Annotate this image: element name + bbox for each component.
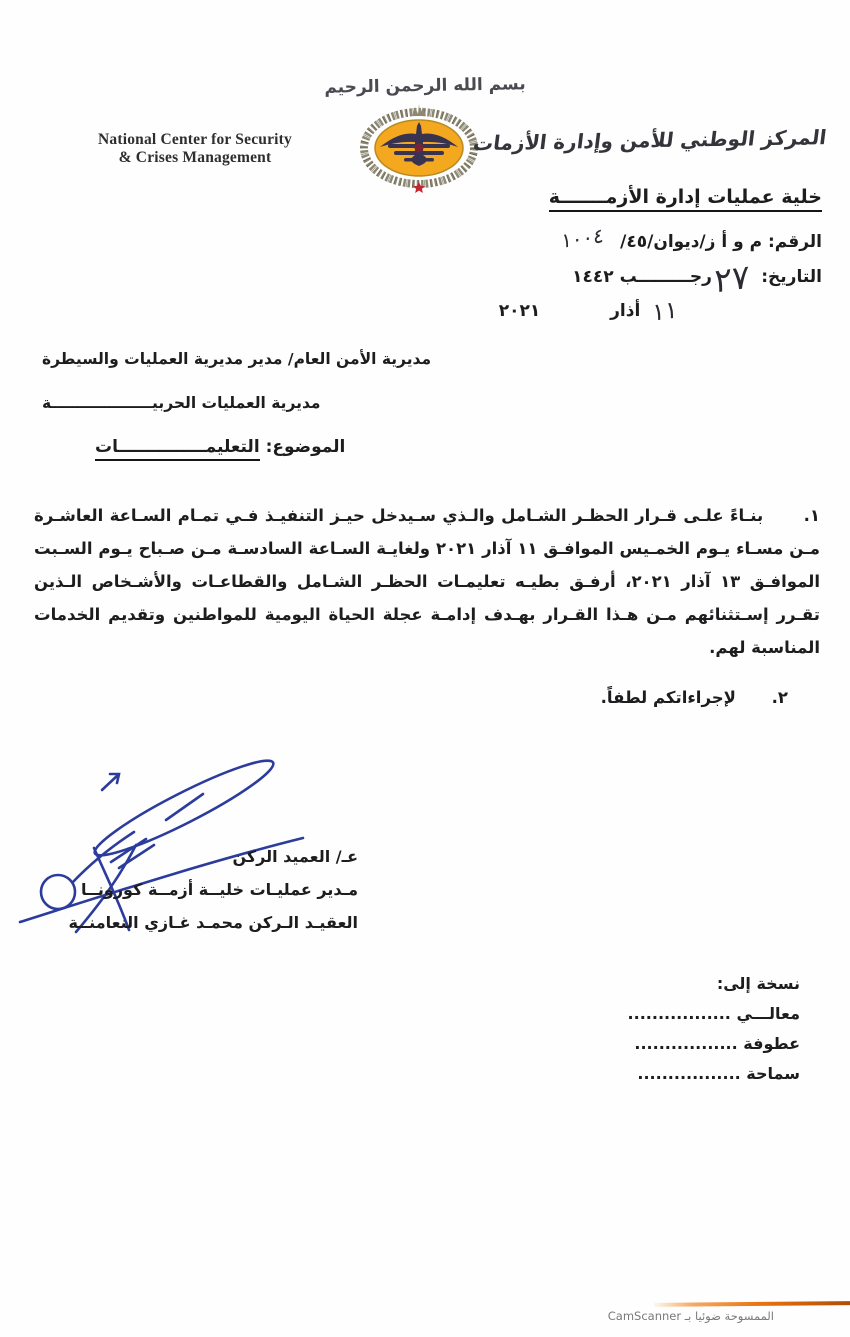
hijri-day-handwritten: ٢٧ (714, 256, 750, 301)
copies-header: نسخة إلى: (716, 974, 800, 993)
reference-number-label: الرقم: (767, 232, 822, 252)
copies-block (628, 969, 800, 1089)
org-emblem-icon (360, 103, 478, 195)
signature-block (28, 840, 358, 939)
body-item-2-text: لإجراءاتكم لطفاً. (600, 688, 736, 707)
copies-item-3: سماحة ................. (637, 1064, 800, 1083)
greg-month: أذار (610, 301, 641, 321)
body-item-1-number: ١. (803, 506, 820, 525)
greg-day-handwritten: ١١ (652, 295, 678, 327)
org-name-en-line1: National Center for Security (97, 131, 292, 148)
signature-line-1: عـ/ العميد الركن (232, 847, 358, 866)
camscanner-orange-line (654, 1301, 850, 1307)
addressee-line-2: مديرية العمليات الحربيـــــــــــــــــــة (42, 394, 321, 412)
subject-label: الموضوع: (265, 437, 346, 457)
bismillah-calligraphy: بسم الله الرحمن الرحيم (324, 74, 526, 98)
subject-line (95, 437, 345, 457)
body-item-2-number: ٢. (771, 688, 788, 707)
emblem-crown (412, 104, 426, 116)
addressee-line-1: مديرية الأمن العام/ مدير مديرية العمليات والسيطرة (42, 350, 432, 368)
body-item-1-text: بنـاءً علـى قـرار الحظـر الشـامل والـذي سـيدخل حيـز التنفيـذ فـي تمـام السـاعة العاشـرة مـن مسـاء يـوم الخمـيس الموافـق ١١ آذار ٢٠٢١ ولغايـة السـاعة السادسـة مـن صـباح يـوم السـبت الموافـق ١٣ آذار ٢٠٢١، أرفـق بطيـه تعليمـات الحظـر الشـامل والقطاعـات والأشـخاص الـذين تقـرر إسـتثنائهم مـن هـذا القـرار بهـدف إدامـة عجلة الحياة اليومية للمواطنين وتقديم الخدمات المناسبة لهم. (34, 506, 820, 657)
hijri-date-line (572, 256, 822, 301)
date-label: التاريخ: (761, 267, 822, 287)
signature-line-3: العقيـد الـركن محمـد غـازي النعامنــة (68, 913, 358, 932)
subject-value: التعليمـــــــــــــــات (95, 437, 260, 461)
gregorian-date-line (499, 297, 678, 325)
copies-item-2: عطوفة ................. (634, 1034, 800, 1053)
body-paragraph-1 (34, 499, 820, 664)
department-title-text: خلية عمليات إدارة الأزمـــــــة (549, 186, 822, 212)
camscanner-credit: الممسوحة ضوئيا بـ CamScanner (607, 1309, 774, 1323)
hijri-month: رجـــــــــب (619, 267, 712, 287)
reference-number-line (561, 222, 822, 254)
org-name-arabic-calligraphy: المركز الوطني للأمن وإدارة الأزمات (471, 125, 828, 156)
hijri-year: ١٤٤٢ (572, 267, 614, 287)
org-name-en-line2: & Crises Management (118, 149, 272, 167)
department-title (549, 186, 822, 208)
reference-number-handwritten: ١٠٠٤ (561, 222, 604, 254)
reference-number-value: م و أ ز/ديوان/٤٥/ (620, 232, 763, 252)
body-item-2 (601, 688, 788, 707)
copies-item-1: معالـــي ................. (627, 1004, 800, 1023)
signature-line-2: مـدير عمليـات خليــة أزمــة كورونــا (80, 880, 358, 899)
greg-year: ٢٠٢١ (498, 301, 541, 321)
org-name-english (46, 131, 344, 168)
